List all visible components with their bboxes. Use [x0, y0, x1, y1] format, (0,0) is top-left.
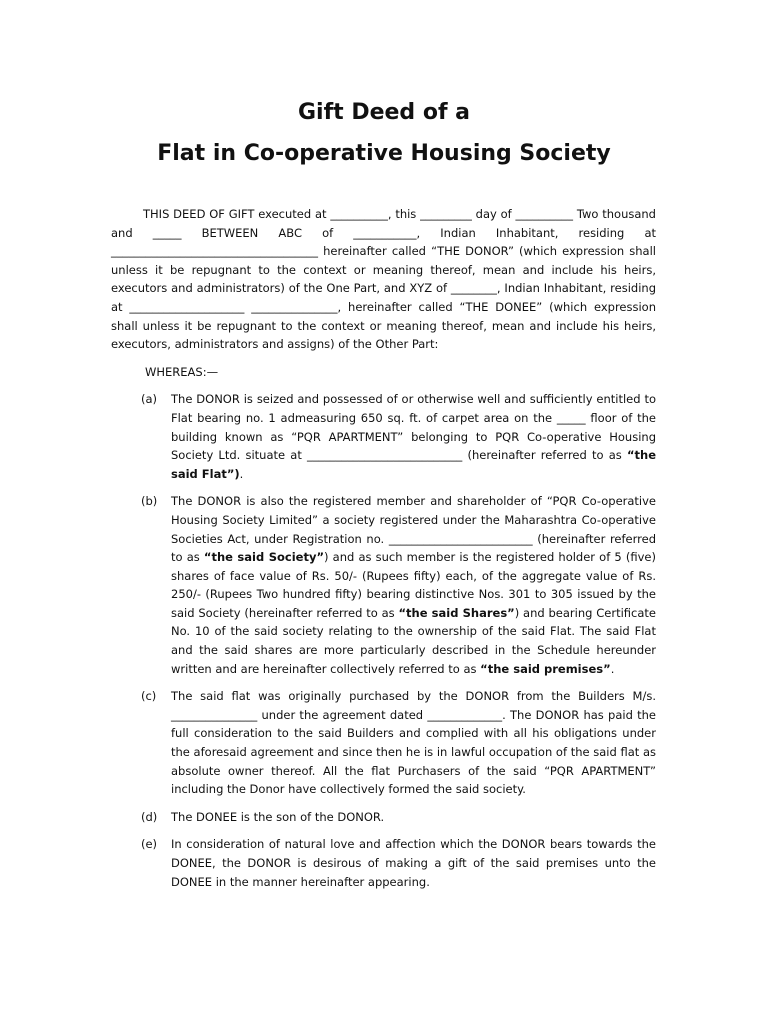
clause-a — [111, 390, 656, 483]
defined-term: “the said Shares” — [398, 605, 515, 620]
clause-text-part: ) and as such member is the registered holder of 5 (five) shares of face value of Rs. 50/- (Rupees fifty) each, of the aggregate value of Rs. 250/- (Rupees Two hundred fifty) bearing distinctive Nos. 301 to 305 issued by the said Society (hereinafter referred to as — [171, 550, 656, 620]
clause-text-part: The DONOR is seized and possessed of or otherwise well and sufficiently entitled to Flat bearing no. 1 admeasuring 650 sq. ft. of carpet area on the _____ floor of the building known as “PQR APARTMENT” belonging to PQR Co-operative Housing Society Ltd. situate at ___________________________ (hereinafter referred to as — [171, 392, 656, 463]
clause-text-part: . — [239, 466, 244, 481]
clause-c — [111, 687, 656, 799]
document-title — [0, 92, 768, 174]
clause-text — [171, 492, 656, 678]
clause-number: (e) — [141, 837, 158, 852]
title-line-2: Flat in Co-operative Housing Society — [157, 141, 611, 166]
recitals-list — [111, 390, 656, 891]
defined-term: “the said premises” — [480, 661, 611, 676]
defined-term: “the said Society” — [203, 550, 325, 565]
clause-d — [111, 808, 656, 827]
clause-b — [111, 492, 656, 678]
defined-term: “the said Flat”) — [171, 448, 656, 481]
intro-paragraph: THIS DEED OF GIFT executed at __________, this _________ day of __________ Two thousand and _____ BETWEEN ABC of ___________, Indian Inhabitant, residing at ____________________________________ hereinafter called “THE DONOR” (which expression shall unless it be repugnant to the context or meaning thereof, mean and include his heirs, executors and administrators) of the One Part, and XYZ of ________, Indian Inhabitant, residing at ____________________ _______________, hereinafter called “THE DONEE” (which expression shall unless it be repugnant to the context or meaning thereof, mean and include his heirs, executors, administrators and assigns) of the Other Part: — [111, 207, 656, 352]
document-body — [111, 205, 656, 900]
clause-text-part: The DONOR is also the registered member and shareholder of “PQR Co-operative Housing Society Limited” a society registered under the Maharashtra Co-operative Societies Act, under Registration no. _________________________ (hereinafter referred to as — [171, 494, 656, 565]
clause-text: The said flat was originally purchased by the DONOR from the Builders M/s. _______________ under the agreement dated _____________. The DONOR has paid the full consideration to the said Builders and complied with all his obligations under the aforesaid agreement and since then he is in lawful occupation of the said flat as absolute owner thereof. All the flat Purchasers of the said “PQR APARTMENT” including the Donor have collectively formed the said society. — [171, 689, 656, 797]
clause-text-part: ) and bearing Certificate No. 10 of the said society relating to the ownership of the said Flat. The said Flat and the said shares are more particularly described in the Schedule hereunder written and are hereinafter collectively referred to as — [171, 605, 656, 676]
clause-text: The DONEE is the son of the DONOR. — [171, 809, 385, 824]
clause-text-part: . — [610, 661, 615, 676]
clause-text — [171, 390, 656, 483]
clause-number: (c) — [141, 689, 157, 704]
clause-text: In consideration of natural love and affection which the DONOR bears towards the DONEE, the DONOR is desirous of making a gift of the said premises unto the DONEE in the manner hereinafter appearing. — [171, 837, 656, 889]
clause-e — [111, 835, 656, 891]
clause-number: (a) — [141, 392, 158, 407]
clause-number: (b) — [141, 494, 158, 509]
clause-number: (d) — [141, 809, 158, 824]
title-line-1: Gift Deed of a — [297, 100, 471, 125]
whereas-heading: WHEREAS:— — [145, 364, 219, 379]
